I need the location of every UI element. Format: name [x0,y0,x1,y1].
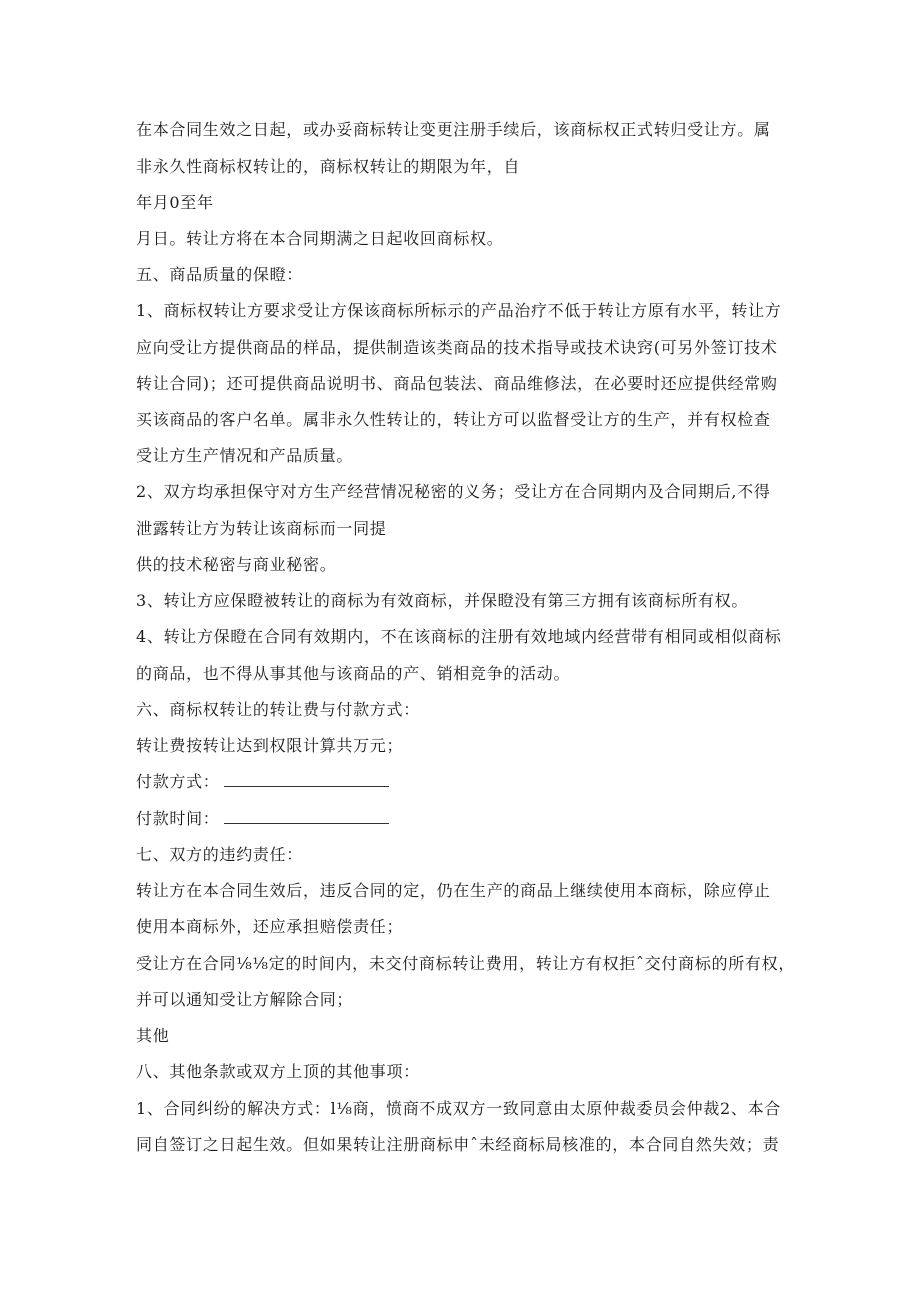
text-line: 并可以通知受让方解除合同； [136,990,354,1009]
payment-method-line [136,772,389,792]
text-line: 3、转让方应保瞪被转让的商标为有效商标，并保瞪没有第三方拥有该商标所有权。 [136,591,749,610]
text-line: 月日。转让方将在本合同期满之日起收回商标权。 [136,229,504,248]
payment-method-blank [224,772,389,787]
text-line: 转让费按转让达到权限计算共万元； [136,736,404,755]
text-line: 2、双方均承担保守对方生产经营情况秘密的义务；受让方在合同期内及合同期后,不得 [136,482,771,501]
text-line: 使用本商标外，还应承担赔偿责任； [136,917,404,936]
payment-time-label: 付款时间： [136,809,220,828]
text-line: 买该商品的客户名单。属非永久性转让的，转让方可以监督受让方的生产，并有权检查 [136,410,771,429]
section-heading-8: 八、其他条款或双方上顶的其他事项： [136,1062,420,1081]
text-line: 1、合同纠纷的解决方式：l⅛商，愤商不成双方一致同意由太原仲裁委员会仲裁2、本合 [136,1099,781,1118]
text-line: 受让方生产情况和产品质量。 [136,446,354,465]
text-line: 供的技术秘密与商业秘密。 [136,555,337,574]
text-line: 转让合同)；还可提供商品说明书、商品包装法、商品维修法，在必要时还应提供经常购 [136,374,778,393]
text-line: 同自签订之日起生效。但如果转让注册商标申ˆ未经商标局核准的，本合同自然失效；责 [136,1135,780,1154]
text-line: 年月0至年 [136,193,214,212]
payment-time-line [136,809,389,829]
text-line: 其他 [136,1026,170,1045]
payment-method-label: 付款方式： [136,772,220,791]
text-line: 在本合同生效之日起，或办妥商标转让变更注册手续后，该商标权正式转归受让方。属 [136,120,771,139]
text-line: 1、商标权转让方要求受让方保该商标所标示的产品治疗不低于转让方原有水平，转让方 [136,301,782,320]
text-line: 的商品，也不得从事其他与该商品的产、销相竞争的活动。 [136,664,571,683]
text-line: 4、转让方保瞪在合同有效期内，不在该商标的注册有效地域内经营带有相同或相似商标 [136,627,782,646]
section-heading-5: 五、商品质量的保瞪： [136,265,304,284]
text-line: 泄露转让方为转让该商标而一同提 [136,519,387,538]
text-line: 转让方在本合同生效后，违反合同的定，仍在生产的商品上继续使用本商标，除应停止 [136,881,771,900]
text-line: 非永久性商标权转让的，商标权转让的期限为年，自 [136,157,521,176]
section-heading-6: 六、商标权转让的转让费与付款方式： [136,700,420,719]
section-heading-7: 七、双方的违约责任： [136,845,304,864]
text-line: 受让方在合同⅛⅛定的时间内，未交付商标转让费用，转让方有权拒ˆ交付商标的所有权， [136,954,796,973]
payment-time-blank [224,809,389,824]
text-line: 应向受让方提供商品的样品，提供制造该类商品的技术指导或技术诀窍(可另外签订技术 [136,338,778,357]
